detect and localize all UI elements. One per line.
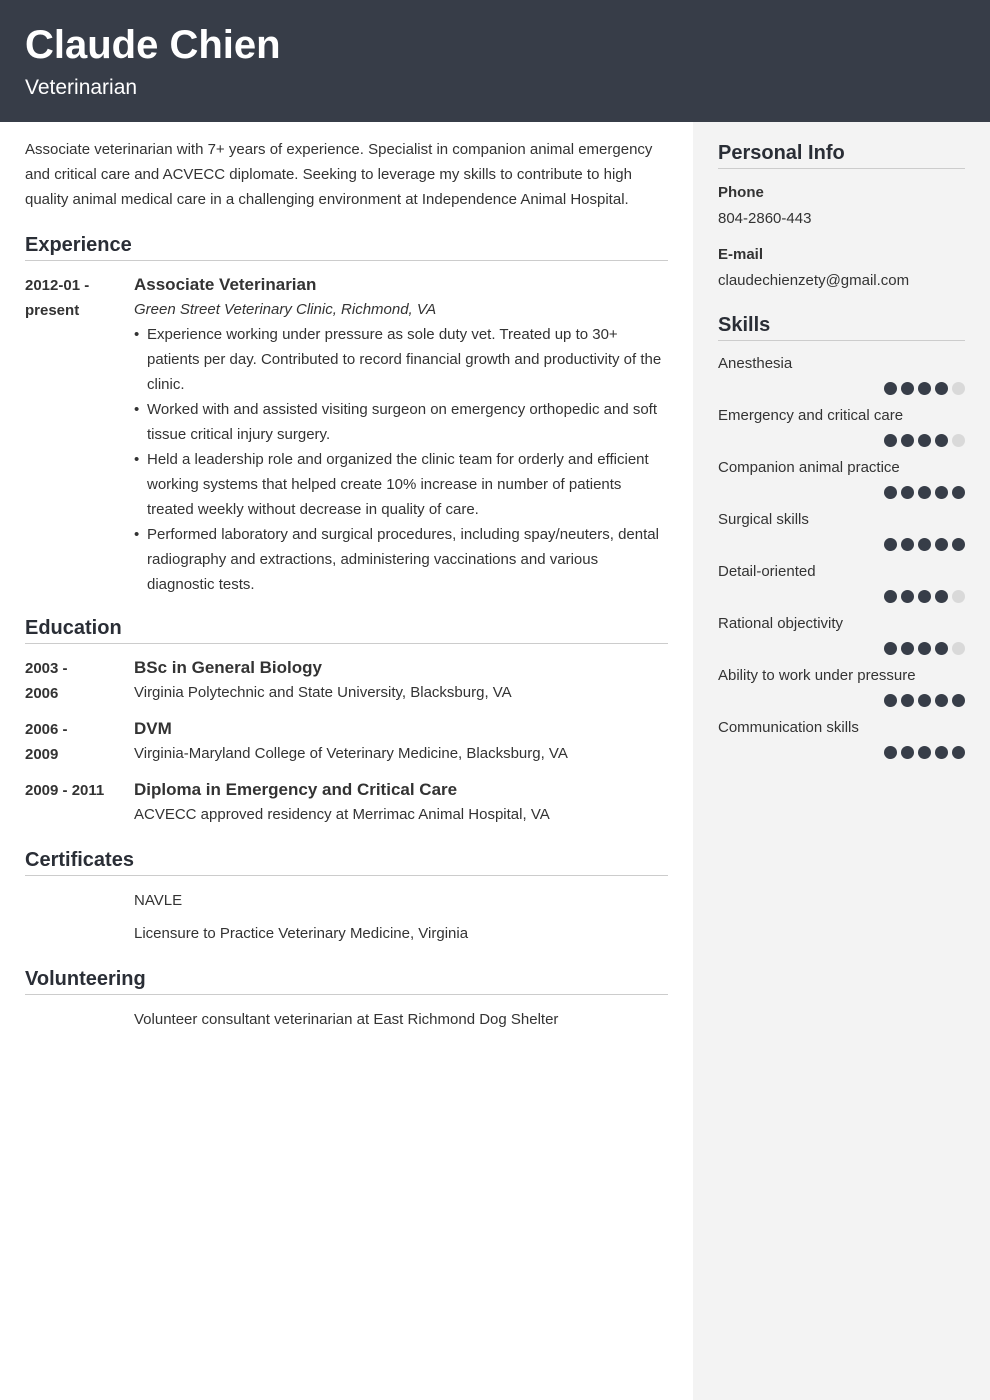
rating-dot-filled [935, 486, 948, 499]
rating-dot-filled [884, 382, 897, 395]
rating-dot-filled [952, 538, 965, 551]
candidate-name: Claude Chien [25, 23, 281, 67]
job-title: Associate Veterinarian [134, 275, 317, 294]
rating-dot-filled [935, 434, 948, 447]
section-heading-certificates: Certificates [25, 849, 668, 876]
rating-dot-filled [884, 590, 897, 603]
certificate-item: NAVLE [134, 892, 183, 909]
rating-dot-filled [918, 382, 931, 395]
rating-dot-filled [901, 746, 914, 759]
job-date: 2012-01 - present [25, 277, 90, 319]
rating-dot-empty [952, 434, 965, 447]
rating-dot-filled [901, 694, 914, 707]
rating-dot-filled [918, 590, 931, 603]
skill-rating [718, 538, 965, 551]
rating-dot-filled [935, 382, 948, 395]
skill-rating [718, 746, 965, 759]
skill-rating [718, 382, 965, 395]
rating-dot-filled [918, 486, 931, 499]
rating-dot-filled [884, 694, 897, 707]
skill-rating [718, 642, 965, 655]
rating-dot-filled [918, 538, 931, 551]
rating-dot-filled [952, 486, 965, 499]
rating-dot-empty [952, 590, 965, 603]
rating-dot-empty [952, 642, 965, 655]
rating-dot-filled [884, 538, 897, 551]
education-entry [25, 656, 668, 706]
main-column [25, 122, 668, 1040]
skill-rating [718, 694, 965, 707]
education-date: 2003 - 2006 [25, 660, 68, 702]
job-bullet: • Performed laboratory and surgical procedures, including spay/neuters, dental radiography and extractions, administering vaccinations and various diagnostic tests. [134, 522, 668, 597]
volunteering-item: Volunteer consultant veterinarian at East Richmond Dog Shelter [134, 1011, 559, 1028]
education-date: 2006 - 2009 [25, 721, 68, 763]
job-bullets [134, 322, 668, 597]
skills-list [718, 354, 965, 759]
email-value: claudechienzety@gmail.com [718, 272, 910, 289]
skill-name: Communication skills [718, 719, 859, 736]
section-heading-education: Education [25, 617, 668, 644]
rating-dot-filled [901, 486, 914, 499]
rating-dot-filled [918, 434, 931, 447]
job-entry [25, 273, 668, 597]
job-bullet: • Held a leadership role and organized the clinic team for orderly and efficient working systems that helped create 10% increase in number of patients treated weekly without decrease in quality of care. [134, 447, 668, 522]
skill-rating [718, 486, 965, 499]
sidebar [693, 122, 990, 1400]
education-degree: DVM [134, 719, 172, 738]
rating-dot-filled [884, 486, 897, 499]
education-degree: BSc in General Biology [134, 658, 322, 677]
rating-dot-filled [901, 642, 914, 655]
rating-dot-filled [901, 382, 914, 395]
rating-dot-filled [884, 746, 897, 759]
rating-dot-filled [952, 746, 965, 759]
section-heading-experience: Experience [25, 234, 668, 261]
resume-header [0, 0, 990, 122]
education-school: Virginia-Maryland College of Veterinary Medicine, Blacksburg, VA [134, 745, 568, 762]
section-heading-skills: Skills [718, 314, 965, 341]
rating-dot-filled [901, 538, 914, 551]
rating-dot-filled [884, 642, 897, 655]
education-degree: Diploma in Emergency and Critical Care [134, 780, 458, 799]
certificate-item: Licensure to Practice Veterinary Medicine, Virginia [134, 925, 469, 942]
rating-dot-empty [952, 382, 965, 395]
rating-dot-filled [918, 746, 931, 759]
education-school: Virginia Polytechnic and State University, Blacksburg, VA [134, 684, 512, 701]
rating-dot-filled [935, 694, 948, 707]
skill-name: Detail-oriented [718, 563, 816, 580]
skill-name: Surgical skills [718, 511, 809, 528]
skill-name: Anesthesia [718, 355, 793, 372]
rating-dot-filled [935, 746, 948, 759]
skill-name: Ability to work under pressure [718, 667, 916, 684]
section-heading-volunteering: Volunteering [25, 968, 668, 995]
skill-rating [718, 434, 965, 447]
rating-dot-filled [935, 590, 948, 603]
rating-dot-filled [901, 590, 914, 603]
education-date: 2009 - 2011 [25, 782, 105, 799]
skill-name: Rational objectivity [718, 615, 844, 632]
rating-dot-filled [901, 434, 914, 447]
skill-name: Emergency and critical care [718, 407, 904, 424]
candidate-role: Veterinarian [25, 76, 138, 99]
phone-label: Phone [718, 184, 764, 201]
email-label: E-mail [718, 246, 764, 263]
section-heading-personal-info: Personal Info [718, 142, 965, 169]
rating-dot-filled [935, 538, 948, 551]
job-org: Green Street Veterinary Clinic, Richmond, VA [134, 301, 437, 318]
rating-dot-filled [918, 642, 931, 655]
education-entry [25, 717, 668, 767]
education-school: ACVECC approved residency at Merrimac Animal Hospital, VA [134, 806, 550, 823]
job-bullet: • Experience working under pressure as sole duty vet. Treated up to 30+ patients per day. Contributed to record financial growth and productivity of the clinic. [134, 322, 668, 397]
rating-dot-filled [918, 694, 931, 707]
skill-name: Companion animal practice [718, 459, 900, 476]
education-entry [25, 778, 668, 827]
summary: Associate veterinarian with 7+ years of experience. Specialist in companion animal emergency and critical care and ACVECC diplomate. Seeking to leverage my skills to contribute to high quality animal medical care in a challenging environment at Independence Animal Hospital. [25, 141, 653, 208]
phone-value: 804-2860-443 [718, 210, 812, 227]
rating-dot-filled [935, 642, 948, 655]
job-bullet: • Worked with and assisted visiting surgeon on emergency orthopedic and soft tissue critical injury surgery. [134, 397, 668, 447]
rating-dot-filled [884, 434, 897, 447]
skill-rating [718, 590, 965, 603]
rating-dot-filled [952, 694, 965, 707]
